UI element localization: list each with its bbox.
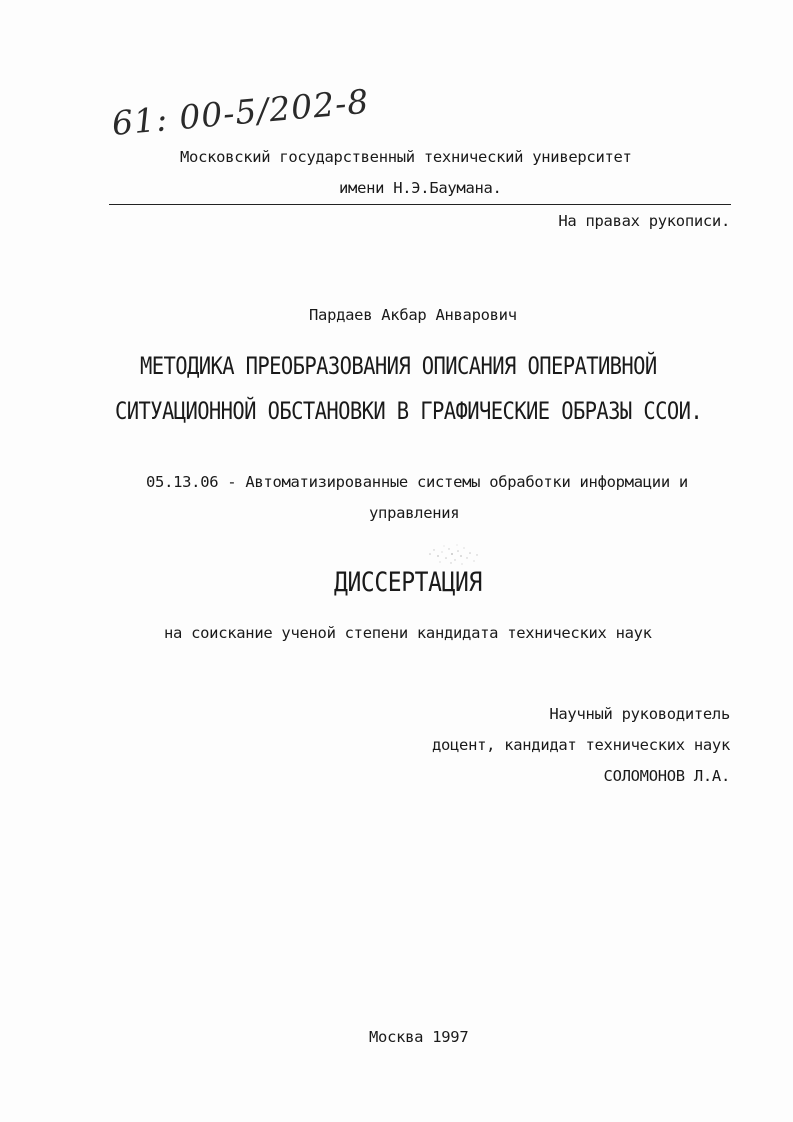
city-year: Москва 1997 <box>369 1028 469 1046</box>
degree-line: на соискание ученой степени кандидата технических наук <box>164 624 652 642</box>
supervisor-name: СОЛОМОНОВ Л.А. <box>603 767 730 785</box>
university-name-line1: Московский государственный технический университет <box>180 148 632 166</box>
dissertation-title-line1: МЕТОДИКА ПРЕОБРАЗОВАНИЯ ОПИСАНИЯ ОПЕРАТИВНОЙ <box>140 352 657 380</box>
university-name-line2: имени Н.Э.Баумана. <box>339 179 502 197</box>
supervisor-title: доцент, кандидат технических наук <box>431 736 730 754</box>
specialty-line1: 05.13.06 - Автоматизированные системы обработки информации и <box>146 473 688 491</box>
supervisor-role: Научный руководитель <box>549 705 730 723</box>
document-type-heading: ДИССЕРТАЦИЯ <box>334 568 482 598</box>
specialty-line2: управления <box>369 504 460 522</box>
author-name: Пардаев Акбар Анварович <box>309 306 517 324</box>
rights-note: На правах рукописи. <box>558 212 730 230</box>
header-divider <box>109 204 731 205</box>
dissertation-title-line2: СИТУАЦИОННОЙ ОБСТАНОВКИ В ГРАФИЧЕСКИЕ ОБРАЗЫ ССОИ. <box>115 397 703 425</box>
handwritten-catalog-code: 61: 00-5/202-8 <box>110 81 371 143</box>
scan-noise-speck <box>422 540 488 570</box>
